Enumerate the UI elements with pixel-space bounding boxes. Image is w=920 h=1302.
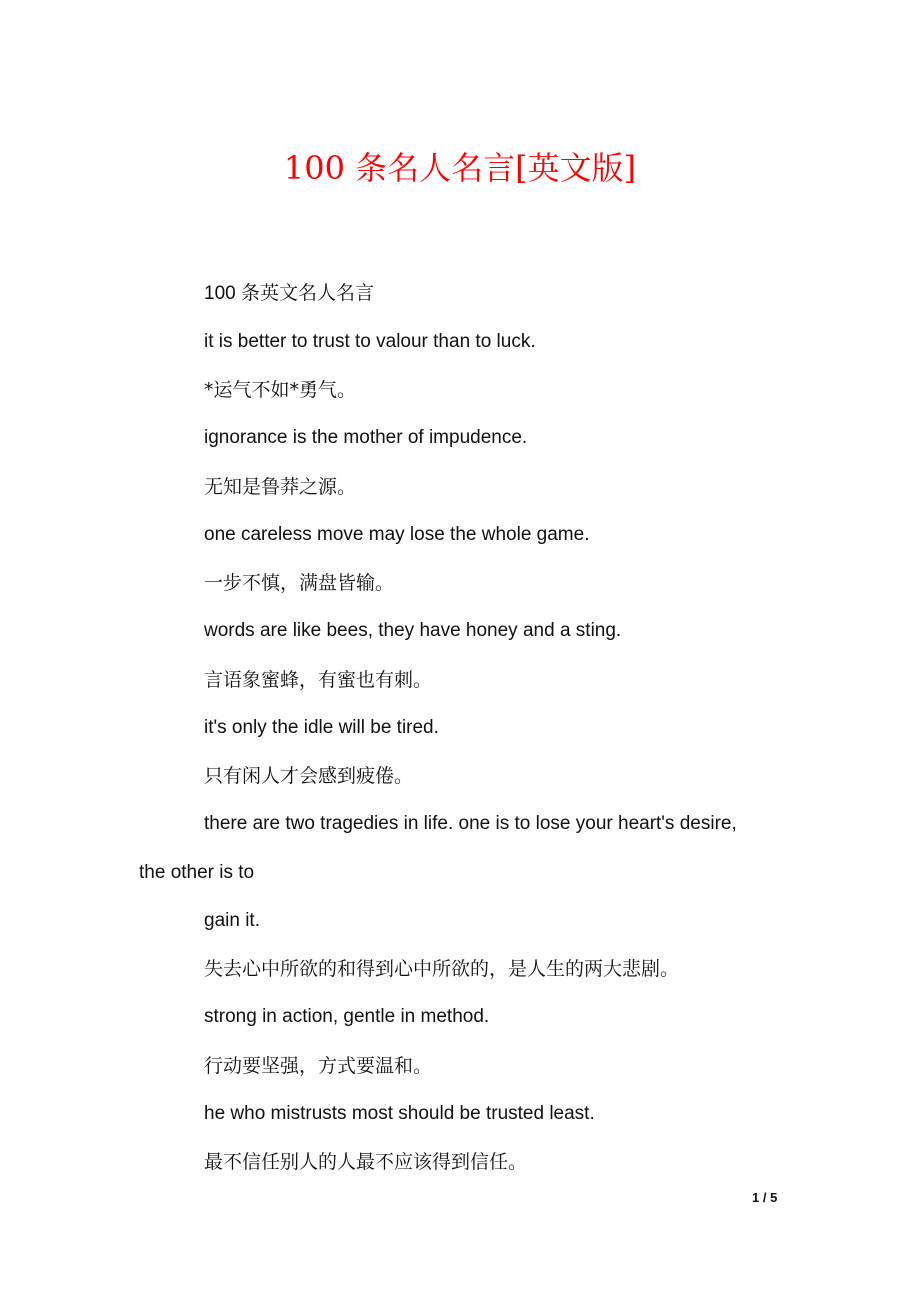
text-line: it is better to trust to valour than to luck. [204,331,536,352]
text-line: there are two tragedies in life. one is to lose your heart's desire, [204,813,737,834]
text-line: gain it. [204,910,260,931]
text-line: he who mistrusts most should be trusted least. [204,1103,595,1124]
text-line: 言语象蜜蜂，有蜜也有刺。 [204,669,433,691]
text-line: words are like bees, they have honey and a sting. [204,620,622,641]
text-line: 100 条英文名人名言 [204,283,374,304]
text-line: *运气不如*勇气。 [204,379,357,401]
text-line: one careless move may lose the whole game. [204,524,590,545]
page-number: 1 / 5 [752,1190,778,1205]
text-line: 最不信任别人的人最不应该得到信任。 [204,1151,528,1173]
text-line: ignorance is the mother of impudence. [204,427,528,448]
text-line: 只有闲人才会感到疲倦。 [204,765,414,787]
text-line: the other is to [139,862,255,883]
text-line: it's only the idle will be tired. [204,717,439,738]
text-line: 无知是鲁莽之源。 [204,476,357,498]
text-line: strong in action, gentle in method. [204,1006,490,1027]
text-line: 行动要坚强，方式要温和。 [204,1055,433,1077]
text-line: 失去心中所欲的和得到心中所欲的，是人生的两大悲剧。 [204,958,680,980]
text-line: 一步不慎，满盘皆输。 [204,572,395,594]
document-title: 100 条名人名言[英文版] [283,149,637,187]
